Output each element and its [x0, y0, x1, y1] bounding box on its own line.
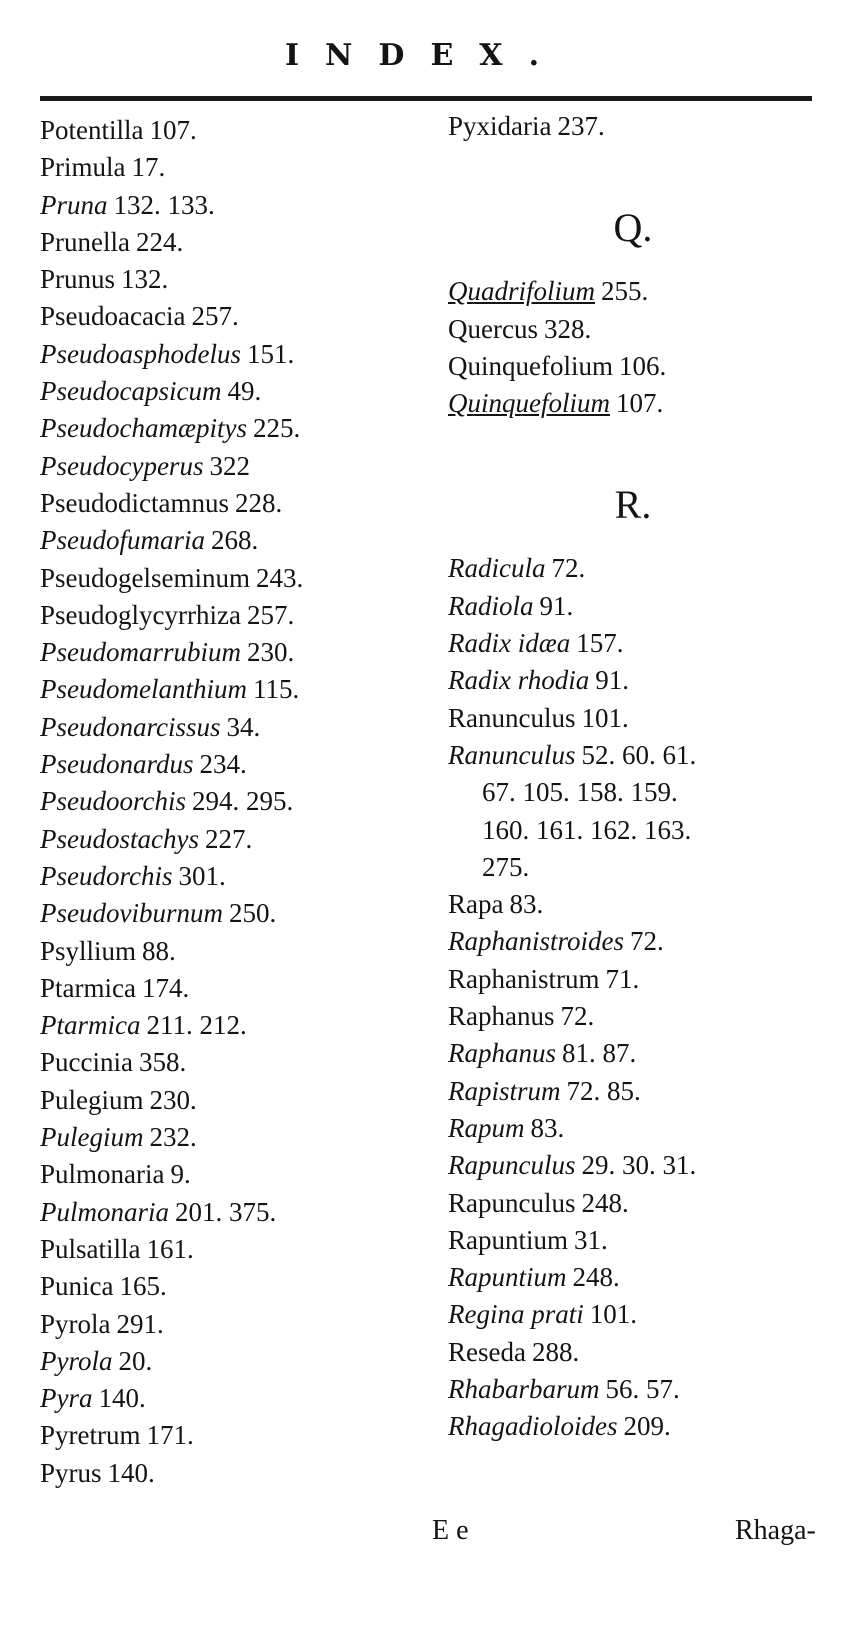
entry-pages: 230.	[149, 1084, 197, 1115]
entry-term: Primula	[40, 152, 126, 183]
entry-pages: 174.	[141, 972, 190, 1003]
entry-pages: 228.	[235, 487, 283, 518]
signature-mark: E e	[432, 1515, 469, 1546]
entry-term: Regina prati	[448, 1299, 584, 1330]
entry-pages: 17.	[131, 152, 166, 183]
entry-term: Pseudorchis	[40, 860, 173, 891]
entry-term: Rhagadioloides	[448, 1411, 618, 1442]
index-entry	[40, 1082, 420, 1119]
index-entry	[448, 108, 818, 145]
index-entry	[40, 560, 420, 597]
index-entry	[40, 895, 420, 932]
entry-term: Quinquefolium	[448, 350, 613, 381]
entry-term: Pseudocapsicum	[40, 376, 222, 407]
entry-term: Pseudomarrubium	[40, 637, 241, 668]
entry-pages: 248.	[581, 1187, 629, 1218]
entry-term: Pyretrum	[40, 1420, 141, 1451]
index-entry	[40, 1119, 420, 1156]
index-entry	[40, 858, 420, 895]
header-rule	[40, 96, 812, 101]
entry-term: Pseudoasphodelus	[40, 338, 241, 369]
entry-pages: 101.	[581, 702, 629, 733]
entry-pages: 248.	[572, 1262, 620, 1293]
index-entry	[40, 224, 420, 261]
index-entry	[40, 783, 420, 820]
entry-term: Pulegium	[40, 1122, 144, 1153]
entry-pages: 88.	[142, 935, 176, 966]
index-entry	[448, 1222, 818, 1259]
section-letter-r: R.	[614, 482, 652, 528]
index-entry	[448, 961, 818, 998]
entry-term: Pseudoviburnum	[40, 898, 223, 929]
entry-pages: 237.	[557, 111, 605, 141]
entry-term: Quadrifolium	[448, 276, 596, 307]
entry-pages: 211. 212.	[146, 1010, 247, 1041]
entry-pages: 328.	[543, 313, 592, 344]
entry-term: Ptarmica	[40, 972, 136, 1003]
entry-term: Pulmonaria	[40, 1159, 165, 1190]
entry-term: Potentilla	[40, 115, 144, 145]
entry-term: Rapuntium	[448, 1262, 567, 1293]
index-entry	[40, 671, 420, 708]
index-entry	[40, 373, 420, 410]
entry-pages: 301.	[178, 860, 226, 891]
index-entry	[40, 410, 420, 447]
index-entry	[40, 1007, 420, 1044]
entry-pages: 209.	[623, 1411, 671, 1442]
entry-pages: 91.	[595, 665, 629, 696]
index-entry	[40, 298, 420, 335]
entry-pages: 52. 60. 61.	[581, 739, 697, 770]
index-entry	[40, 112, 420, 149]
entry-term: Quinquefolium	[448, 388, 610, 419]
index-entry	[40, 709, 420, 746]
entry-term: Pulegium	[40, 1084, 144, 1115]
entry-term: Raphanistroides	[448, 926, 625, 957]
index-entry	[448, 700, 818, 737]
index-entry	[40, 1380, 420, 1417]
entry-term: Raphanistrum	[448, 963, 600, 994]
index-entry	[448, 1259, 818, 1296]
entry-pages: 224.	[135, 226, 184, 257]
index-entry	[40, 970, 420, 1007]
index-entry	[40, 634, 420, 671]
entry-pages: 358.	[138, 1047, 187, 1078]
entry-term: Pyrola	[40, 1308, 111, 1339]
entry-term: Rapa	[448, 889, 504, 920]
entry-pages: 83.	[509, 889, 544, 920]
index-entry	[448, 1147, 818, 1184]
index-entry	[448, 886, 818, 923]
entry-term: Rapum	[448, 1112, 525, 1143]
entry-term: Radicula	[448, 553, 546, 584]
entry-term: Pseudochamæpitys	[40, 413, 247, 444]
entry-pages: 171.	[146, 1420, 194, 1451]
entry-term: Radiola	[448, 590, 534, 621]
entry-term: Rapuntium	[448, 1224, 568, 1255]
entry-pages: 234.	[199, 749, 247, 780]
p-tail-list	[448, 108, 818, 145]
entry-pages: 31.	[574, 1224, 608, 1255]
entry-pages: 72.	[560, 1001, 595, 1032]
entry-pages: 106.	[618, 350, 667, 381]
entry-term: Pseudonarcissus	[40, 711, 221, 742]
entry-term: Rapunculus	[448, 1150, 576, 1181]
entry-pages: 72.	[630, 926, 664, 957]
entry-term: Pseudoorchis	[40, 786, 186, 817]
entry-pages: 291.	[116, 1308, 164, 1339]
index-entry	[448, 1073, 818, 1110]
entry-pages: 67. 105. 158. 159.	[482, 777, 678, 808]
entry-term: Rapistrum	[448, 1075, 561, 1106]
index-entry	[40, 1268, 420, 1305]
index-entry	[448, 662, 818, 699]
entry-pages: 201. 375.	[175, 1196, 277, 1227]
entry-pages: 83.	[530, 1112, 565, 1143]
entry-term: Prunella	[40, 226, 130, 257]
entry-pages: 275.	[482, 851, 530, 882]
entry-pages: 227.	[204, 823, 253, 854]
entry-pages: 322	[209, 450, 250, 481]
entry-term: Pyra	[40, 1383, 93, 1414]
entry-pages: 9.	[170, 1159, 191, 1190]
index-entry	[40, 597, 420, 634]
entry-pages: 101.	[589, 1299, 637, 1330]
section-letter-q: Q.	[613, 205, 653, 251]
index-entry	[40, 336, 420, 373]
index-entry	[448, 588, 818, 625]
entry-pages: 225.	[252, 413, 301, 444]
entry-term: Puccinia	[40, 1047, 133, 1078]
entry-pages: 232.	[149, 1122, 197, 1153]
index-entry	[448, 625, 818, 662]
entry-pages: 29. 30. 31.	[581, 1150, 697, 1181]
index-entry	[448, 311, 818, 348]
entry-term: Pseudostachys	[40, 823, 199, 854]
index-entry	[40, 485, 420, 522]
index-entry	[448, 348, 818, 385]
entry-term: Pseudofumaria	[40, 525, 205, 556]
section-gap	[448, 145, 818, 183]
index-entry	[40, 261, 420, 298]
entry-term: Ranunculus	[448, 739, 576, 770]
entry-pages: 81. 87.	[562, 1038, 637, 1069]
entry-term: Pulsatilla	[40, 1233, 141, 1264]
entry-pages: 132. 133.	[113, 189, 215, 220]
index-entry	[40, 746, 420, 783]
entry-pages: 257.	[191, 301, 239, 332]
index-entry	[40, 1044, 420, 1081]
entry-pages: 151.	[246, 338, 295, 369]
entry-term: Pseudonardus	[40, 749, 194, 780]
index-entry	[448, 1185, 818, 1222]
index-entry	[40, 1194, 420, 1231]
index-entry	[448, 774, 818, 811]
index-entry	[40, 1417, 420, 1454]
entry-pages: 107.	[616, 388, 664, 419]
right-column	[448, 108, 818, 1446]
entry-term: Quercus	[448, 313, 538, 344]
index-entry	[448, 1334, 818, 1371]
entry-term: Prunus	[40, 264, 116, 295]
entry-term: Pseudomelanthium	[40, 674, 247, 705]
index-entry	[448, 273, 818, 310]
index-entry	[448, 737, 818, 774]
index-entry	[40, 149, 420, 186]
index-entry	[40, 821, 420, 858]
entry-term: Ranunculus	[448, 702, 576, 733]
entry-pages: 140.	[107, 1457, 155, 1488]
index-entry	[40, 1156, 420, 1193]
index-entry	[448, 385, 818, 422]
entry-term: Pyxidaria	[448, 111, 552, 141]
index-entry	[448, 849, 818, 886]
entry-pages: 230.	[247, 637, 295, 668]
catchword: Rhaga-	[735, 1515, 816, 1546]
index-entry	[40, 448, 420, 485]
entry-term: Raphanus	[448, 1001, 555, 1032]
index-entry	[448, 812, 818, 849]
entry-pages: 115.	[252, 674, 300, 705]
entry-pages: 56. 57.	[605, 1374, 680, 1405]
r-entry-list	[448, 550, 818, 1445]
entry-term: Raphanus	[448, 1038, 556, 1069]
entry-term: Pseudoglycyrrhiza	[40, 599, 241, 630]
index-entry	[448, 1371, 818, 1408]
entry-term: Reseda	[448, 1336, 526, 1367]
entry-term: Pseudogelseminum	[40, 562, 250, 593]
index-entry	[40, 1455, 420, 1492]
entry-term: Pseudocyperus	[40, 450, 204, 481]
entry-pages: 165.	[119, 1271, 167, 1302]
entry-pages: 160. 161. 162. 163.	[482, 814, 692, 845]
q-entry-list	[448, 273, 818, 422]
index-entry	[448, 998, 818, 1035]
entry-pages: 91.	[539, 590, 574, 621]
entry-term: Pyrus	[40, 1457, 102, 1488]
entry-pages: 157.	[576, 628, 624, 659]
index-entry	[40, 1343, 420, 1380]
index-entry	[40, 1231, 420, 1268]
index-entry	[448, 550, 818, 587]
entry-pages: 72.	[551, 553, 586, 584]
entry-term: Psyllium	[40, 935, 137, 966]
index-entry	[448, 1035, 818, 1072]
entry-pages: 107.	[149, 115, 197, 145]
entry-term: Rapunculus	[448, 1187, 576, 1218]
left-column	[40, 112, 420, 1492]
index-entry	[40, 522, 420, 559]
entry-pages: 268.	[211, 525, 259, 556]
entry-term: Pyrola	[40, 1345, 113, 1376]
index-entry	[40, 187, 420, 224]
entry-pages: 294. 295.	[191, 786, 294, 817]
entry-pages: 250.	[228, 898, 277, 929]
entry-term: Pulmonaria	[40, 1196, 170, 1227]
entry-pages: 255.	[601, 276, 649, 307]
entry-pages: 72. 85.	[566, 1075, 641, 1106]
section-gap	[448, 422, 818, 460]
entry-pages: 71.	[605, 963, 640, 994]
entry-pages: 34.	[226, 711, 261, 742]
entry-pages: 49.	[227, 376, 262, 407]
page-title: INDEX.	[284, 38, 566, 73]
index-entry	[448, 1408, 818, 1445]
entry-pages: 161.	[146, 1233, 194, 1264]
entry-pages: 257.	[246, 599, 295, 630]
entry-term: Pseudoacacia	[40, 301, 186, 332]
entry-term: Punica	[40, 1271, 114, 1302]
entry-term: Pruna	[40, 189, 108, 220]
entry-pages: 243.	[256, 562, 304, 593]
index-entry	[448, 923, 818, 960]
entry-pages: 132.	[121, 264, 169, 295]
index-entry	[40, 1306, 420, 1343]
entry-pages: 20.	[118, 1345, 153, 1376]
index-entry	[40, 933, 420, 970]
entry-term: Radix rhodia	[448, 665, 590, 696]
entry-pages: 140.	[98, 1383, 146, 1414]
entry-term: Radix idæa	[448, 628, 571, 659]
index-entry	[448, 1296, 818, 1333]
entry-pages: 288.	[531, 1336, 580, 1367]
entry-term: Ptarmica	[40, 1010, 141, 1041]
entry-term: Pseudodictamnus	[40, 487, 229, 518]
entry-term: Rhabarbarum	[448, 1374, 600, 1405]
index-entry	[448, 1110, 818, 1147]
